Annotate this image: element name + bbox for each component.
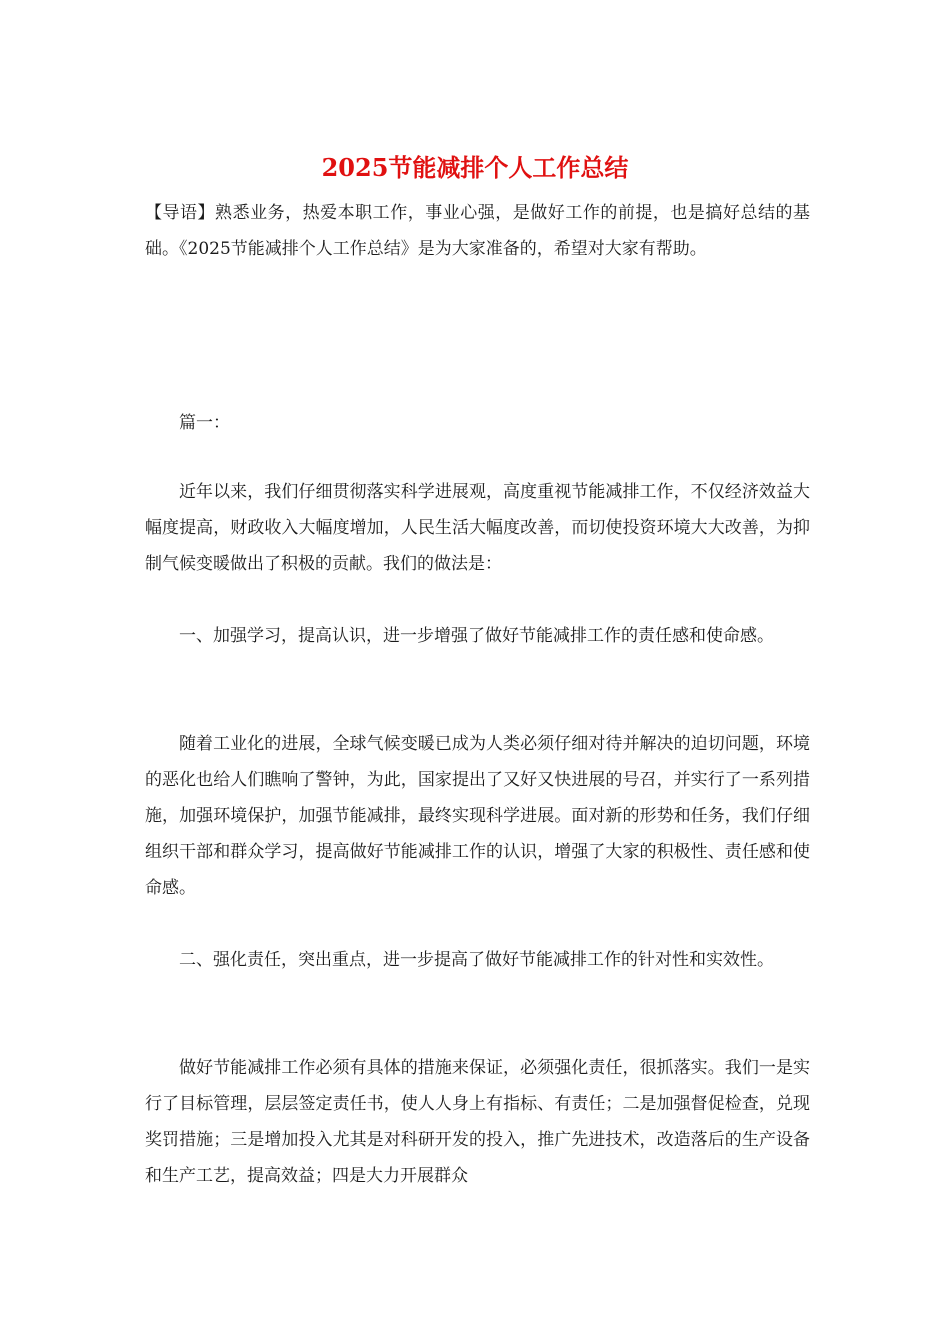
paragraph-heading-1: 一、加强学习，提高认识，进一步增强了做好节能减排工作的责任感和使命感。 <box>179 626 774 646</box>
paragraph-1: 近年以来，我们仔细贯彻落实科学进展观，高度重视节能减排工作，不仅经济效益大幅度提高，财政收入大幅度增加，人民生活大幅度改善，而切使投资环境大大改善，为抑制气候变暖做出了积极的贡献。我们的做法是： <box>145 482 810 574</box>
section-label: 篇一： <box>179 413 230 433</box>
paragraph-2: 随着工业化的进展，全球气候变暖已成为人类必须仔细对待并解决的迫切问题，环境的恶化也给人们瞧响了警钟，为此，国家提出了又好又快进展的号召，并实行了一系列措施，加强环境保护，加强节能减排，最终实现科学进展。面对新的形势和任务，我们仔细组织干部和群众学习，提高做好节能减排工作的认识，增强了大家的积极性、责任感和使命感。 <box>145 734 810 898</box>
paragraph-heading-2: 二、强化责任，突出重点，进一步提高了做好节能减排工作的针对性和实效性。 <box>179 950 774 970</box>
paragraph-3: 做好节能减排工作必须有具体的措施来保证，必须强化责任，很抓落实。我们一是实行了目标管理，层层签定责任书，使人人身上有指标、有责任；二是加强督促检查，兑现奖罚措施；三是增加投入尤其是对科研开发的投入，推广先进技术，改造落后的生产设备和生产工艺，提高效益；四是大力开展群众 <box>145 1058 810 1186</box>
intro-paragraph: 【导语】熟悉业务，热爱本职工作，事业心强，是做好工作的前提，也是搞好总结的基础。《2025节能减排个人工作总结》是为大家准备的，希望对大家有帮助。 <box>145 203 810 259</box>
document-title: 2025节能减排个人工作总结 <box>321 153 629 182</box>
